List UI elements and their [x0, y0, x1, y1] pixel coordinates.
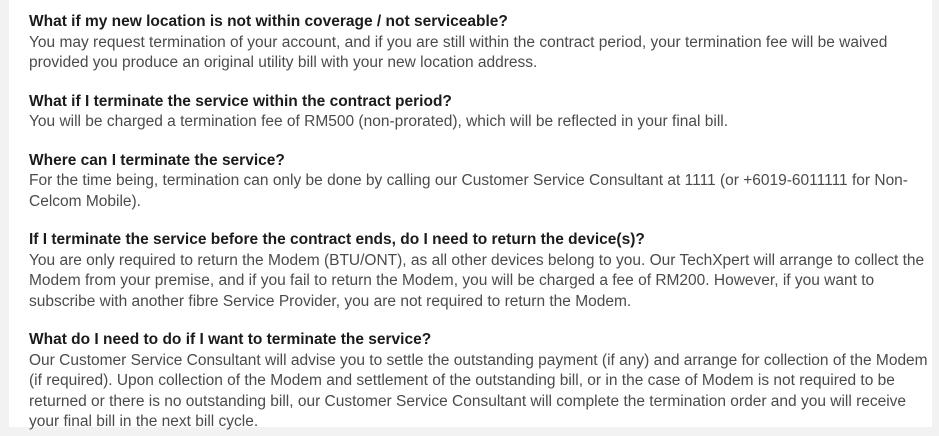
faq-question: What if I terminate the service within the contract period?	[29, 92, 452, 110]
faq-question: What if my new location is not within coverage / not serviceable?	[29, 13, 508, 30]
faq-answer: You will be charged a termination fee of RM500 (non-prorated), which will be reflected in your final bill.	[29, 113, 729, 130]
faq-answer: You may request termination of your account, and if you are still within the contract period, your termination fee will be waived provided you produce an original utility bill with your new location address.	[29, 33, 888, 71]
faq-question: If I terminate the service before the contract ends, do I need to return the device(s)?	[29, 231, 645, 248]
faq-answer: You are only required to return the Modem (BTU/ONT), as all other devices belong to you. Our TechXpert will arrange to collect the Modem from your premise, and if you fail to return the Modem, you will be charged a fee of RM200. However, if you want to subscribe with another fibre Service Provider, you are not required to return the Modem.	[29, 251, 925, 310]
faq-answer: Our Customer Service Consultant will advise you to settle the outstanding payment (if any) and arrange for collection of the Modem (if required). Upon collection of the Modem and settlement of the outstanding bill, or in the case of Modem is not required to be returned or there is no outstanding bill, our Customer Service Consultant will complete the termination order and you will receive your final bill in the next bill cycle.	[29, 351, 928, 430]
faq-question: Where can I terminate the service?	[29, 151, 285, 169]
faq-answer: For the time being, termination can only be done by calling our Customer Service Consultant at 1111 (or +6019-6011111 for Non-Celcom Mobile).	[29, 172, 908, 210]
faq-item-terminate-within-contract	[29, 92, 928, 133]
faq-item-coverage	[29, 12, 928, 74]
faq-item-return-devices	[29, 230, 928, 312]
faq-item-where-terminate	[29, 151, 928, 213]
faq-question: What do I need to do if I want to terminate the service?	[29, 331, 432, 348]
faq-item-termination-steps	[29, 330, 928, 433]
faq-content-area	[9, 0, 932, 430]
